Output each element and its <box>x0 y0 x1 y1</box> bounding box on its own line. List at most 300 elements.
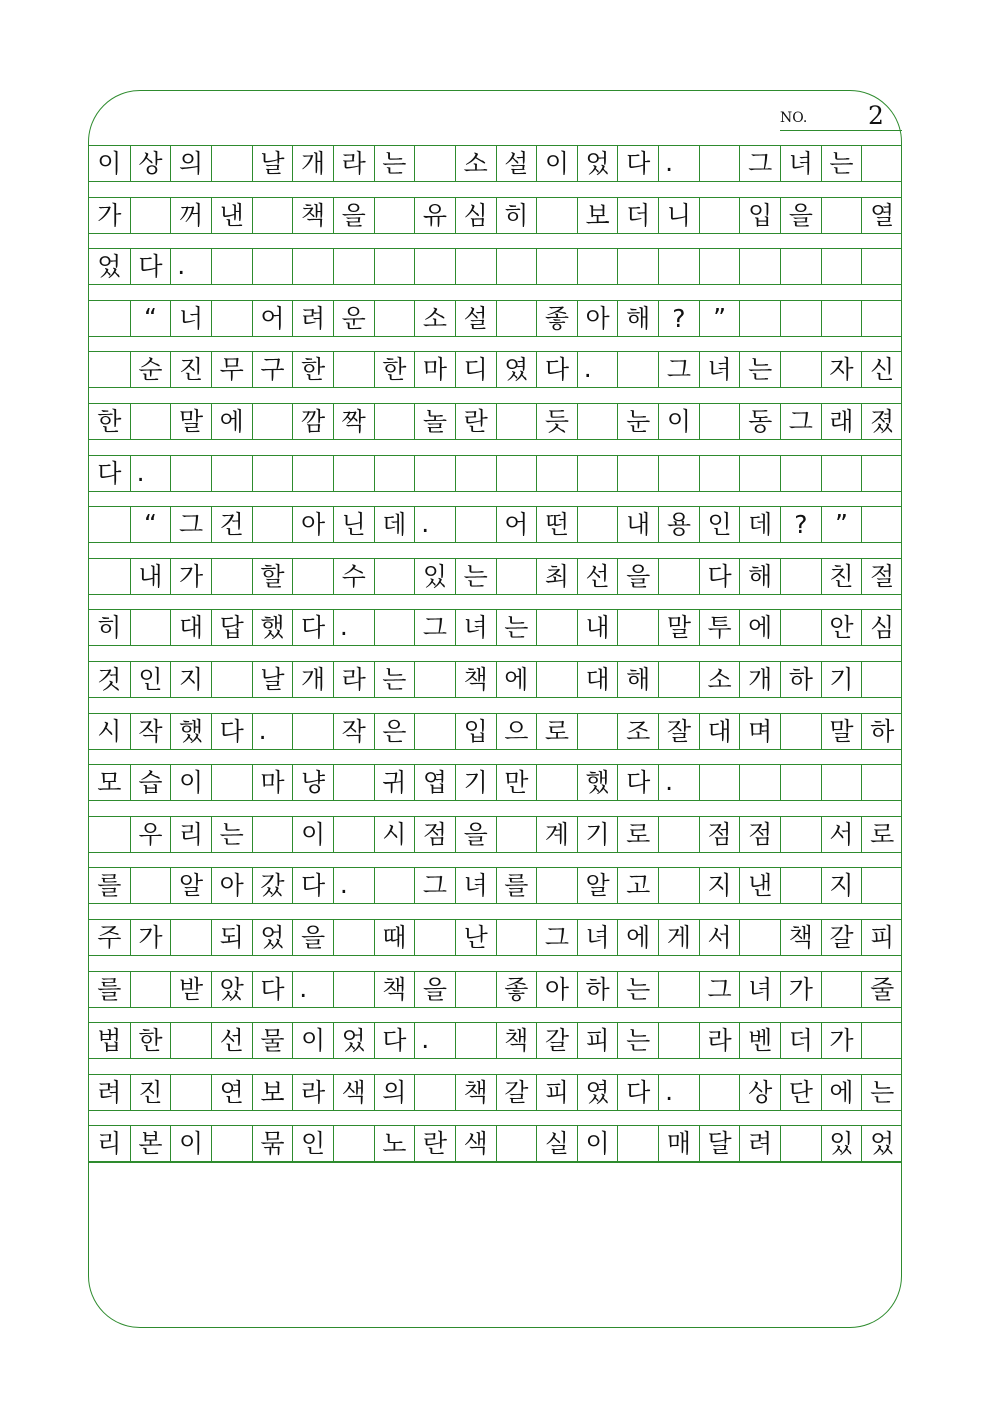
grid-cell: 때 <box>374 920 415 955</box>
grid-cell: 갈 <box>821 920 862 955</box>
grid-cell: 한 <box>374 352 415 387</box>
grid-cell <box>536 662 577 697</box>
grid-cell: 귀 <box>374 765 415 800</box>
grid-cell: 노 <box>374 1126 415 1161</box>
grid-cell: 습 <box>130 765 171 800</box>
grid-cell: 리 <box>170 817 211 852</box>
grid-cell: 소 <box>455 146 496 181</box>
grid-cell: 낸 <box>739 868 780 903</box>
grid-cell: 놀 <box>414 404 455 439</box>
grid-cell: 단 <box>780 1075 821 1110</box>
grid-cell <box>821 765 862 800</box>
grid-cell: 묶 <box>252 1126 293 1161</box>
grid-row <box>89 455 902 492</box>
grid-cell: 친 <box>821 559 862 594</box>
grid-cell <box>821 972 862 1007</box>
grid-cell: 말 <box>658 610 699 645</box>
grid-cell: 할 <box>252 559 293 594</box>
grid-cell: 이 <box>536 146 577 181</box>
grid-cell <box>455 249 496 284</box>
grid-cell: 떤 <box>536 507 577 542</box>
grid-cell <box>89 559 130 594</box>
grid-cell <box>780 456 821 491</box>
grid-cell: 설 <box>455 301 496 336</box>
grid-cell <box>211 559 252 594</box>
grid-cell <box>658 249 699 284</box>
grid-cell: 선 <box>577 559 618 594</box>
grid-cell: 어 <box>252 301 293 336</box>
grid-cell <box>861 662 902 697</box>
grid-cell <box>496 1126 537 1161</box>
grid-cell: 로 <box>536 714 577 749</box>
grid-cell <box>739 456 780 491</box>
grid-cell: 기 <box>455 765 496 800</box>
grid-cell: 피 <box>536 1075 577 1110</box>
grid-cell <box>130 868 171 903</box>
grid-cell: 난 <box>455 920 496 955</box>
grid-cell: 날 <box>252 146 293 181</box>
grid-cell <box>211 301 252 336</box>
grid-cell: 열 <box>861 198 902 233</box>
grid-cell: 을 <box>414 972 455 1007</box>
grid-cell: 한 <box>97 407 122 436</box>
grid-cell: 그 <box>414 868 455 903</box>
grid-cell <box>617 249 658 284</box>
grid-row <box>89 351 902 388</box>
grid-cell <box>292 714 333 749</box>
grid-cell: . <box>658 765 699 800</box>
grid-cell: 데 <box>739 507 780 542</box>
grid-cell <box>536 198 577 233</box>
grid-cell: 말 <box>170 404 211 439</box>
grid-cell: ? <box>780 507 821 542</box>
grid-cell <box>861 301 902 336</box>
grid-cell: 을 <box>617 559 658 594</box>
grid-cell: 깜 <box>292 404 333 439</box>
grid-cell: . <box>414 507 455 542</box>
grid-cell <box>170 1023 211 1058</box>
grid-cell: 작 <box>333 714 374 749</box>
grid-cell: 녀 <box>577 920 618 955</box>
grid-cell <box>780 249 821 284</box>
grid-row <box>89 403 902 440</box>
grid-cell: 이 <box>170 765 211 800</box>
grid-cell: 조 <box>617 714 658 749</box>
grid-cell: 서 <box>699 920 740 955</box>
grid-cell: 갈 <box>536 1023 577 1058</box>
grid-cell: 알 <box>170 868 211 903</box>
grid-cell: 만 <box>496 765 537 800</box>
grid-cell: 순 <box>130 352 171 387</box>
grid-cell <box>780 301 821 336</box>
grid-cell <box>780 1126 821 1161</box>
grid-row <box>89 506 902 543</box>
grid-cell: 었 <box>861 1126 902 1161</box>
grid-cell: 좋 <box>496 972 537 1007</box>
grid-cell <box>821 249 862 284</box>
grid-cell: 아 <box>292 507 333 542</box>
grid-cell <box>333 817 374 852</box>
grid-cell: 을 <box>455 817 496 852</box>
grid-cell: 답 <box>211 610 252 645</box>
grid-cell <box>333 765 374 800</box>
grid-cell: 는 <box>496 610 537 645</box>
grid-cell <box>617 456 658 491</box>
grid-cell: 피 <box>861 920 902 955</box>
grid-cell <box>374 249 415 284</box>
grid-cell: 은 <box>374 714 415 749</box>
grid-cell <box>699 765 740 800</box>
grid-cell: 수 <box>333 559 374 594</box>
grid-cell: 다 <box>292 610 333 645</box>
grid-cell: 하 <box>861 714 902 749</box>
grid-cell: 신 <box>861 352 902 387</box>
grid-cell: 를 <box>97 974 122 1004</box>
grid-cell: . <box>333 610 374 645</box>
grid-cell: 시 <box>374 817 415 852</box>
grid-cell: 로 <box>617 817 658 852</box>
grid-cell <box>496 456 537 491</box>
grid-cell: 려 <box>97 1077 122 1107</box>
grid-cell: 는 <box>739 352 780 387</box>
grid-cell: 닌 <box>333 507 374 542</box>
grid-cell <box>374 456 415 491</box>
grid-cell <box>496 920 537 955</box>
grid-cell: 그 <box>739 146 780 181</box>
grid-cell <box>414 714 455 749</box>
grid-cell: 에 <box>211 404 252 439</box>
grid-cell: 아 <box>536 972 577 1007</box>
grid-cell: 을 <box>292 920 333 955</box>
grid-cell <box>699 1075 740 1110</box>
grid-cell <box>739 920 780 955</box>
grid-cell: 운 <box>333 301 374 336</box>
grid-cell: 있 <box>414 559 455 594</box>
grid-cell <box>699 404 740 439</box>
grid-cell: 우 <box>130 817 171 852</box>
grid-cell: 진 <box>170 352 211 387</box>
grid-cell <box>617 352 658 387</box>
grid-cell: 보 <box>252 1075 293 1110</box>
grid-cell: 투 <box>699 610 740 645</box>
grid-cell: 자 <box>821 352 862 387</box>
grid-cell: 에 <box>496 662 537 697</box>
grid-cell: 어 <box>496 507 537 542</box>
grid-cell: 짝 <box>333 404 374 439</box>
grid-cell: 책 <box>496 1023 537 1058</box>
grid-cell: . <box>170 249 211 284</box>
grid-cell <box>89 507 130 542</box>
grid-cell: 날 <box>252 662 293 697</box>
grid-cell: . <box>658 146 699 181</box>
grid-cell: 니 <box>658 198 699 233</box>
grid-cell <box>577 714 618 749</box>
grid-cell: 의 <box>170 146 211 181</box>
grid-cell: 다 <box>617 1075 658 1110</box>
grid-cell: 하 <box>577 972 618 1007</box>
grid-cell: 는 <box>821 146 862 181</box>
grid-cell: 시 <box>97 716 122 746</box>
grid-cell <box>536 868 577 903</box>
grid-cell: 는 <box>374 146 415 181</box>
grid-cell <box>130 972 171 1007</box>
grid-cell <box>211 146 252 181</box>
grid-cell: 녀 <box>455 868 496 903</box>
grid-cell: 다 <box>617 146 658 181</box>
grid-cell: 인 <box>699 507 740 542</box>
grid-row <box>89 1074 902 1111</box>
grid-cell: 에 <box>821 1075 862 1110</box>
grid-cell: 졌 <box>861 404 902 439</box>
grid-cell <box>455 972 496 1007</box>
grid-cell: 란 <box>414 1126 455 1161</box>
grid-cell: 책 <box>374 972 415 1007</box>
grid-cell <box>374 301 415 336</box>
grid-cell <box>861 868 902 903</box>
grid-cell <box>252 404 293 439</box>
grid-cell: 를 <box>496 868 537 903</box>
grid-cell: 로 <box>861 817 902 852</box>
grid-cell: 본 <box>130 1126 171 1161</box>
grid-cell: 듯 <box>536 404 577 439</box>
grid-cell <box>496 817 537 852</box>
grid-cell: 무 <box>211 352 252 387</box>
grid-cell: . <box>333 868 374 903</box>
grid-cell <box>536 610 577 645</box>
grid-cell: 녀 <box>739 972 780 1007</box>
grid-cell <box>414 456 455 491</box>
grid-cell: 이 <box>292 1023 333 1058</box>
grid-cell: 그 <box>699 972 740 1007</box>
grid-cell <box>658 559 699 594</box>
grid-cell <box>89 817 130 852</box>
grid-cell <box>658 662 699 697</box>
grid-cell: 었 <box>577 146 618 181</box>
grid-cell: ” <box>699 301 740 336</box>
grid-cell: 유 <box>414 198 455 233</box>
grid-cell: 리 <box>97 1129 122 1159</box>
grid-cell: 며 <box>739 714 780 749</box>
grid-cell <box>861 1023 902 1058</box>
grid-cell <box>821 301 862 336</box>
grid-cell: 하 <box>780 662 821 697</box>
grid-cell: 었 <box>333 1023 374 1058</box>
grid-cell <box>252 817 293 852</box>
grid-cell <box>658 817 699 852</box>
grid-cell: 입 <box>455 714 496 749</box>
grid-cell: 그 <box>658 352 699 387</box>
grid-cell: 있 <box>821 1126 862 1161</box>
grid-cell <box>658 972 699 1007</box>
grid-cell: 한 <box>130 1023 171 1058</box>
grid-cell: 꺼 <box>170 198 211 233</box>
grid-cell: 용 <box>658 507 699 542</box>
grid-cell: 개 <box>292 146 333 181</box>
grid-cell: 이 <box>292 817 333 852</box>
grid-cell <box>414 662 455 697</box>
grid-cell <box>333 456 374 491</box>
grid-cell: 마 <box>252 765 293 800</box>
grid-cell <box>536 765 577 800</box>
grid-cell <box>780 714 821 749</box>
grid-cell: 지 <box>170 662 211 697</box>
grid-cell: 다 <box>699 559 740 594</box>
grid-cell: 심 <box>861 610 902 645</box>
grid-cell: 는 <box>861 1075 902 1110</box>
grid-cell <box>739 301 780 336</box>
grid-cell: 지 <box>821 868 862 903</box>
grid-cell: 아 <box>577 301 618 336</box>
grid-cell <box>414 920 455 955</box>
grid-cell <box>374 198 415 233</box>
grid-cell: 고 <box>617 868 658 903</box>
grid-cell: . <box>414 1023 455 1058</box>
grid-cell: 갈 <box>496 1075 537 1110</box>
grid-row <box>89 867 902 904</box>
grid-cell: 내 <box>130 559 171 594</box>
grid-cell: 다 <box>617 765 658 800</box>
grid-cell: 기 <box>577 817 618 852</box>
grid-cell <box>211 662 252 697</box>
grid-row <box>89 661 902 698</box>
grid-cell: 점 <box>739 817 780 852</box>
grid-cell <box>455 507 496 542</box>
grid-cell: 작 <box>130 714 171 749</box>
grid-cell <box>861 456 902 491</box>
grid-cell: “ <box>130 301 171 336</box>
grid-cell: 그 <box>170 507 211 542</box>
grid-cell: 했 <box>577 765 618 800</box>
grid-cell: . <box>658 1075 699 1110</box>
grid-cell: 소 <box>699 662 740 697</box>
grid-cell: 안 <box>821 610 862 645</box>
grid-cell: 라 <box>333 662 374 697</box>
grid-row <box>89 145 902 182</box>
grid-cell <box>455 1023 496 1058</box>
grid-cell: 색 <box>333 1075 374 1110</box>
grid-cell <box>496 404 537 439</box>
grid-row <box>89 1125 902 1162</box>
grid-cell: 는 <box>211 817 252 852</box>
grid-cell <box>455 456 496 491</box>
grid-cell <box>292 456 333 491</box>
grid-cell <box>496 559 537 594</box>
grid-cell: 그 <box>536 920 577 955</box>
grid-cell: 지 <box>699 868 740 903</box>
grid-cell: 낸 <box>211 198 252 233</box>
grid-row-divider <box>89 1162 902 1163</box>
page-number-label: NO. <box>780 110 808 126</box>
grid-row <box>89 1022 902 1059</box>
grid-cell: 으 <box>496 714 537 749</box>
grid-cell: 벤 <box>739 1023 780 1058</box>
grid-cell: 라 <box>292 1075 333 1110</box>
grid-cell: 구 <box>252 352 293 387</box>
grid-cell: 였 <box>577 1075 618 1110</box>
grid-cell <box>211 249 252 284</box>
grid-cell <box>658 1023 699 1058</box>
grid-cell: 가 <box>780 972 821 1007</box>
grid-cell: 는 <box>617 1023 658 1058</box>
grid-cell: 연 <box>211 1075 252 1110</box>
grid-cell <box>252 456 293 491</box>
grid-cell <box>211 456 252 491</box>
grid-cell: 한 <box>292 352 333 387</box>
grid-cell: ? <box>658 301 699 336</box>
grid-cell <box>252 249 293 284</box>
grid-cell: 소 <box>414 301 455 336</box>
grid-cell: 의 <box>374 1075 415 1110</box>
grid-cell <box>414 146 455 181</box>
grid-cell <box>821 456 862 491</box>
grid-cell: 책 <box>780 920 821 955</box>
grid-cell: 데 <box>374 507 415 542</box>
grid-cell <box>780 610 821 645</box>
grid-cell <box>739 249 780 284</box>
grid-cell <box>89 301 130 336</box>
grid-cell: 에 <box>617 920 658 955</box>
grid-cell <box>211 765 252 800</box>
grid-cell <box>577 249 618 284</box>
grid-cell: 점 <box>699 817 740 852</box>
grid-cell: 는 <box>374 662 415 697</box>
grid-cell <box>414 1075 455 1110</box>
grid-row <box>89 764 902 801</box>
grid-cell <box>333 1126 374 1161</box>
grid-cell: 였 <box>496 352 537 387</box>
grid-cell: 대 <box>170 610 211 645</box>
grid-cell: 히 <box>97 613 122 643</box>
grid-cell <box>374 610 415 645</box>
grid-cell: 다 <box>536 352 577 387</box>
grid-cell: 이 <box>97 149 122 178</box>
page-number-value: 2 <box>868 101 884 130</box>
grid-cell <box>333 352 374 387</box>
grid-cell: 받 <box>170 972 211 1007</box>
grid-cell: 이 <box>577 1126 618 1161</box>
grid-cell: 심 <box>455 198 496 233</box>
grid-cell: 입 <box>739 198 780 233</box>
grid-cell <box>780 559 821 594</box>
grid-cell: 물 <box>252 1023 293 1058</box>
grid-cell: 서 <box>821 817 862 852</box>
grid-cell <box>577 507 618 542</box>
grid-cell <box>577 404 618 439</box>
grid-cell: 녀 <box>699 352 740 387</box>
grid-cell: 이 <box>170 1126 211 1161</box>
grid-cell <box>780 817 821 852</box>
grid-cell <box>333 920 374 955</box>
grid-cell: “ <box>130 507 171 542</box>
grid-cell: 피 <box>577 1023 618 1058</box>
grid-cell: 았 <box>211 972 252 1007</box>
grid-cell <box>374 404 415 439</box>
grid-cell: 설 <box>496 146 537 181</box>
grid-cell <box>89 352 130 387</box>
grid-cell <box>617 1126 658 1161</box>
grid-cell: 잘 <box>658 714 699 749</box>
grid-cell: 내 <box>577 610 618 645</box>
grid-row <box>89 609 902 646</box>
grid-cell: 책 <box>455 662 496 697</box>
grid-cell: 보 <box>577 198 618 233</box>
grid-cell: 좋 <box>536 301 577 336</box>
grid-cell <box>739 765 780 800</box>
grid-cell <box>861 765 902 800</box>
grid-cell <box>170 1075 211 1110</box>
grid-cell: 녀 <box>780 146 821 181</box>
grid-row <box>89 816 902 853</box>
